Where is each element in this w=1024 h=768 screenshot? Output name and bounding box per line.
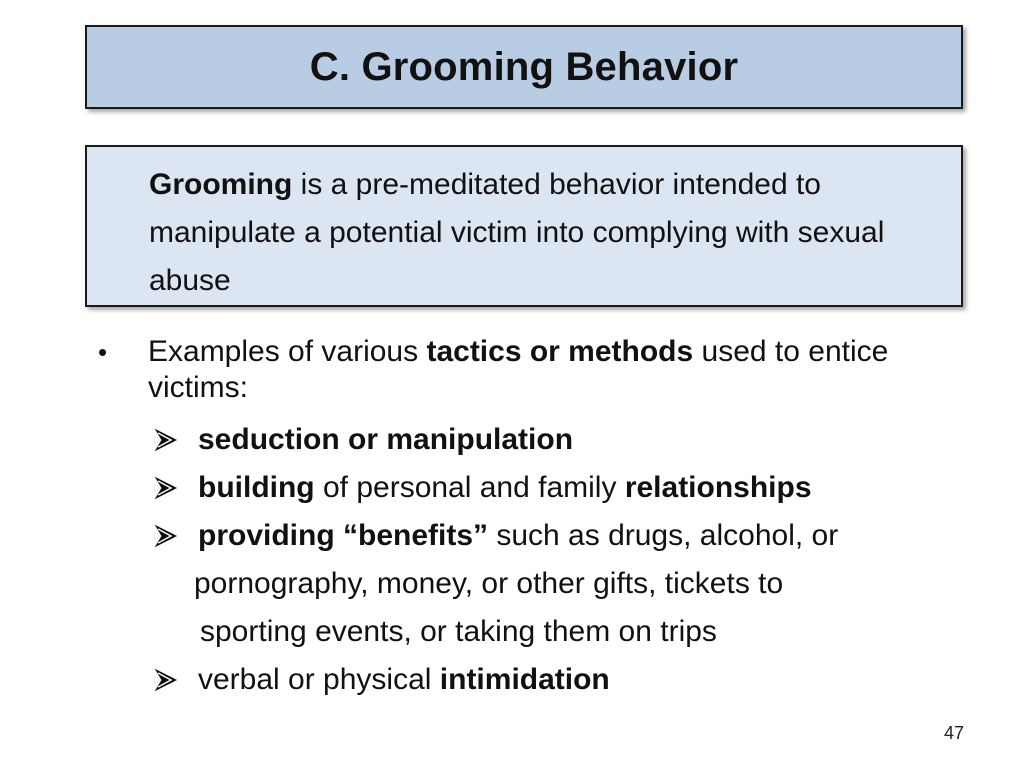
- sub-item-bold: providing “benefits”: [198, 519, 489, 552]
- definition-text: [149, 161, 931, 305]
- sub-item-continuation-line: sporting events, or taking them on trips: [200, 615, 717, 648]
- definition-body: is a pre-meditated behavior intended to manipulate a potential victim into complying with sexual abuse: [149, 168, 885, 297]
- bullet-list: [92, 334, 972, 704]
- arrowhead-bullet-icon: [154, 668, 178, 692]
- sub-item-continuation-line: pornography, money, or other gifts, tickets to: [194, 567, 784, 600]
- page-number: 47: [943, 723, 964, 743]
- bullet-text-bold: tactics or methods: [426, 335, 694, 368]
- sub-item-text: verbal or physical: [198, 663, 440, 696]
- sub-item-text: such as drugs, alcohol, or: [488, 519, 839, 552]
- sub-item-text: of personal and family: [314, 471, 625, 504]
- definition-box: [85, 145, 963, 307]
- bullet-dot-icon: •: [98, 337, 108, 367]
- sub-item-bold: intimidation: [439, 663, 610, 696]
- arrowhead-bullet-icon: [154, 476, 178, 500]
- sub-item-bold: seduction or manipulation: [198, 423, 574, 456]
- bullet-text-after: used to entice victims:: [148, 335, 889, 404]
- bullet-text-before: Examples of various: [148, 335, 427, 368]
- definition-term: Grooming: [149, 168, 293, 201]
- arrowhead-bullet-icon: [154, 428, 178, 452]
- slide-title: C. Grooming Behavior: [309, 44, 739, 89]
- sub-item-intimidation: [150, 656, 972, 704]
- sub-item-building: [150, 464, 972, 512]
- arrowhead-bullet-icon: [154, 524, 178, 548]
- sub-item-bold-2: relationships: [624, 471, 812, 504]
- title-box: [85, 25, 963, 109]
- bullet-item: [92, 334, 972, 406]
- sub-item-providing-benefits: [150, 512, 972, 656]
- sub-bullet-list: [92, 416, 972, 704]
- sub-item-bold: building: [198, 471, 315, 504]
- sub-item-seduction: [150, 416, 972, 464]
